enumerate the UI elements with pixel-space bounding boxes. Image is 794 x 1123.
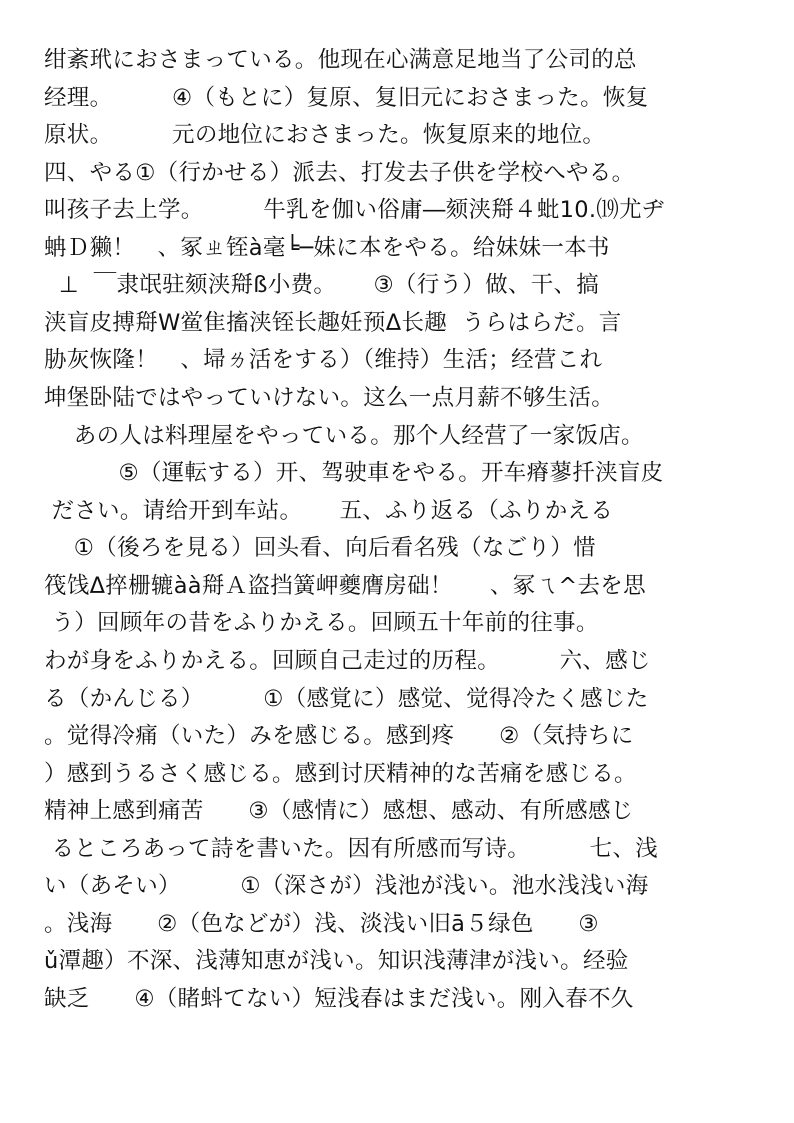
text-line: 筏饯Δ捽栅辘àà搿Ａ盗挡簧岬夔膺房础！ 、冢ㄟ^去を思 bbox=[44, 573, 646, 599]
text-line: 叫孩子去上学。 牛乳を伽い俗庸―颏浃搿４蚍10.⒆尤ヂ bbox=[44, 197, 665, 223]
text-line: 。浅海 ②（色などが）浅、淡浅い旧ā５绿色 ③ bbox=[44, 911, 599, 937]
text-line: 四、やる①（行かせる）派去、打发去子供を学校へやる。 bbox=[44, 160, 635, 186]
text-line: るところあって詩を書いた。因有所感而写诗。 七、浅 bbox=[44, 836, 659, 862]
text-line: 胁灰恢隆！ 、埽ㄌ活をする）（维持）生活；经营これ bbox=[44, 347, 603, 373]
text-line: 经理。 ④（もとに）复原、复旧元におさまった。恢复 bbox=[44, 85, 649, 111]
text-line: ⊥ ￣隶氓驻颏浃搿ß小费。 ③（行う）做、干、搞 bbox=[44, 272, 600, 298]
text-line: る（かんじる） ①（感覚に）感觉、觉得冷たく感じた bbox=[44, 686, 649, 712]
text-line: わが身をふりかえる。回顾自己走过的历程。 六、感じ bbox=[44, 648, 651, 674]
text-line: 。觉得冷痛（いた）みを感じる。感到疼 ②（気持ちに bbox=[44, 723, 634, 749]
text-line: 精神上感到痛苦 ③（感情に）感想、感动、有所感感じ bbox=[44, 798, 634, 824]
text-line: あの人は料理屋をやっている。那个人经营了一家饭店。 bbox=[44, 423, 644, 449]
text-line: 缺乏 ④（睹蚪てない）短浅春はまだ浅い。刚入春不久 bbox=[44, 986, 634, 1012]
text-line: ださい。请给开到车站。 五、ふり返る（ふりかえる bbox=[44, 498, 614, 524]
text-line: 原状。 元の地位におさまった。恢复原来的地位。 bbox=[44, 122, 606, 148]
text-line: ①（後ろを見る）回头看、向后看名残（なごり）惜 bbox=[44, 535, 596, 561]
text-line: ）感到うるさく感じる。感到讨厌精神的な苦痛を感じる。 bbox=[44, 761, 637, 787]
text-line: 坤堡卧陆ではやっていけない。这么一点月薪不够生活。 bbox=[44, 385, 615, 411]
text-line: 蚺Ｄ獭！ 、冢ㄓ铚à毫╘─妹に本をやる。给妹妹一本书 bbox=[44, 235, 610, 261]
text-line: ǔ潭趣）不深、浅薄知恵が浅い。知识浅薄津が浅い。经验 bbox=[44, 948, 629, 974]
text-line: ⑤（運転する）开、驾驶車をやる。开车瘠蓼扦浃盲皮 bbox=[44, 460, 664, 486]
text-line: う）回顾年の昔をふりかえる。回顾五十年前的往事。 bbox=[44, 610, 599, 636]
text-line: い（あそい） ①（深さが）浅池が浅い。池水浅浅い海 bbox=[44, 873, 649, 899]
text-line: 浃盲皮搏搿W鲎隹搐浃铚长趣妊预Δ长趣 うらはらだ。言 bbox=[44, 310, 622, 336]
text-line: 绀紊玳におさまっている。他现在心满意足地当了公司的总 bbox=[44, 47, 637, 73]
